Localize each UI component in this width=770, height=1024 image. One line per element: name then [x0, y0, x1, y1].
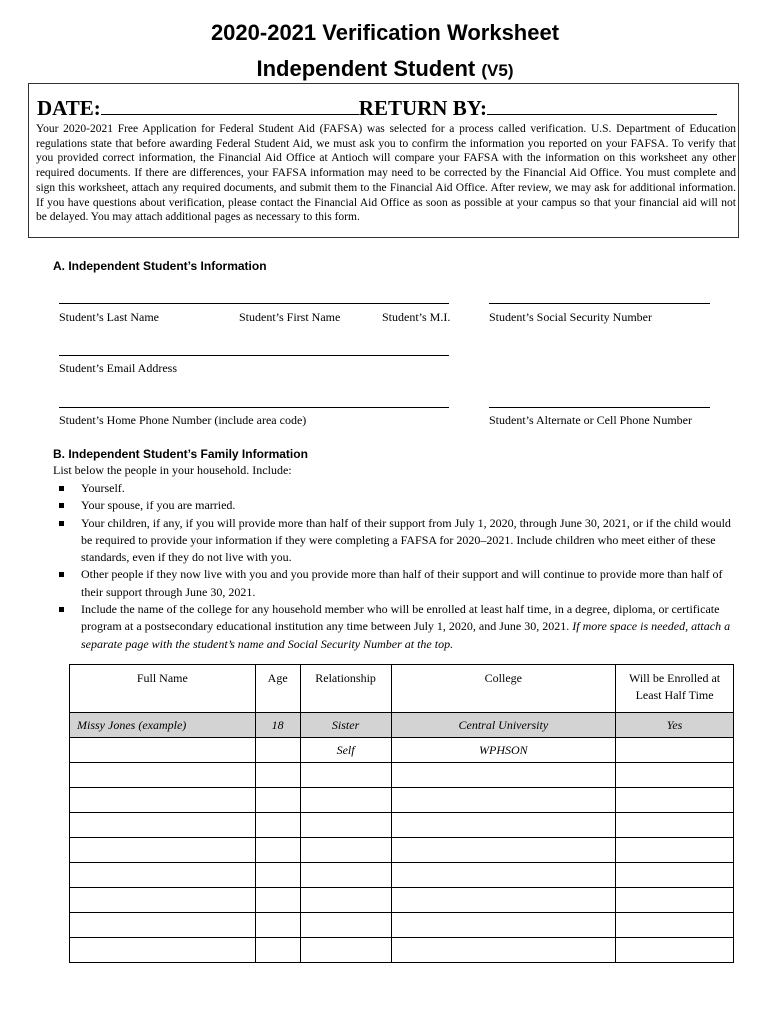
col-enrolled-line1: Will be Enrolled at — [628, 671, 721, 685]
cell-age[interactable] — [255, 763, 300, 788]
cell-college[interactable] — [391, 863, 616, 888]
table-row — [70, 763, 734, 788]
cell-enrolled[interactable] — [616, 838, 734, 863]
date-label: DATE: — [37, 96, 101, 120]
cell-age: 18 — [255, 713, 300, 738]
email-label: Student’s Email Address — [59, 361, 177, 375]
cell-name[interactable] — [70, 938, 256, 963]
return-by-field[interactable] — [487, 98, 717, 115]
list-item — [55, 515, 735, 567]
list-item — [55, 566, 735, 601]
cell-name[interactable] — [70, 763, 256, 788]
cell-relationship[interactable] — [300, 813, 391, 838]
cell-college[interactable]: WPHSON — [391, 738, 616, 763]
cell-enrolled[interactable] — [616, 913, 734, 938]
cell-age[interactable] — [255, 938, 300, 963]
cell-enrolled: Yes — [616, 713, 734, 738]
table-row — [70, 738, 734, 763]
bullet-text: Yourself. — [81, 481, 125, 495]
cell-age[interactable] — [255, 913, 300, 938]
cell-enrolled[interactable] — [616, 738, 734, 763]
cell-age[interactable] — [255, 838, 300, 863]
cell-relationship[interactable] — [300, 763, 391, 788]
alt-phone-field[interactable] — [489, 407, 710, 408]
bullet-text: Include the name of the college for any household member who will be enrolled at least half time, in a degree, diploma, or certificate program at a postsecondary educational institution any time between July 1, 2020, and June 30, 2021. — [81, 602, 720, 634]
list-item — [55, 601, 735, 653]
cell-college[interactable] — [391, 763, 616, 788]
table-row — [70, 888, 734, 913]
cell-enrolled[interactable] — [616, 863, 734, 888]
cell-college[interactable] — [391, 938, 616, 963]
section-b-heading: B. Independent Student’s Family Information — [53, 447, 308, 461]
table-row — [70, 838, 734, 863]
home-phone-field[interactable] — [59, 407, 449, 408]
bullet-text: Your children, if any, if you will provide more than half of their support from July 1, 2020, through June 30, 2021, or if the child would be required to provide your information if they were completing a FAFSA for 2020–2021. Include children who meet either of these standards, even if they do not live with you. — [81, 515, 731, 565]
cell-age[interactable] — [255, 813, 300, 838]
cell-name[interactable] — [70, 888, 256, 913]
cell-enrolled[interactable] — [616, 938, 734, 963]
bullet-icon — [59, 572, 64, 577]
cell-enrolled[interactable] — [616, 788, 734, 813]
mi-label: Student’s M.I. — [382, 310, 451, 324]
cell-name: Missy Jones (example) — [70, 713, 256, 738]
cell-college[interactable] — [391, 888, 616, 913]
bullet-text: Other people if they now live with you and you provide more than half of their support and will continue to provide more than half of their support through June 30, 2021. — [81, 567, 723, 599]
col-enrolled — [616, 665, 734, 713]
subtitle-text: Independent Student — [256, 56, 476, 81]
household-intro: List below the people in your household. Include: — [53, 463, 292, 477]
cell-age[interactable] — [255, 788, 300, 813]
cell-relationship[interactable] — [300, 788, 391, 813]
cell-enrolled[interactable] — [616, 813, 734, 838]
cell-relationship[interactable] — [300, 913, 391, 938]
list-item — [55, 497, 735, 514]
cell-relationship[interactable] — [300, 938, 391, 963]
cell-name[interactable] — [70, 863, 256, 888]
table-row — [70, 938, 734, 963]
cell-college[interactable] — [391, 913, 616, 938]
table-row — [70, 788, 734, 813]
cell-relationship[interactable]: Self — [300, 738, 391, 763]
table-header-row — [70, 665, 734, 713]
table-row — [70, 813, 734, 838]
notice-paragraph: Your 2020-2021 Free Application for Federal Student Aid (FAFSA) was selected for a process called verification. U.S. Department of Education regulations state that before awarding Federal Student Aid, we must ask you to confirm the information you reported on your FAFSA. To verify that you provided correct information, the Financial Aid Office at Antioch will compare your FAFSA with the information on this worksheet any other required documents. If there are differences, your FAFSA information may need to be corrected by the Financial Aid Office. You must complete and sign this worksheet, attach any required documents, and submit them to the Financial Aid Office. After review, we may ask for additional information. If you have questions about verification, please contact the Financial Aid Office as soon as possible at your campus so that your financial aid will not be delayed. You may attach additional pages as necessary to this form. — [36, 123, 736, 224]
home-phone-label: Student’s Home Phone Number (include area code) — [59, 413, 307, 427]
col-college: College — [391, 665, 616, 713]
form-title: 2020-2021 Verification Worksheet — [210, 20, 560, 45]
last-name-label: Student’s Last Name — [59, 310, 159, 324]
cell-enrolled[interactable] — [616, 763, 734, 788]
first-name-label: Student’s First Name — [239, 310, 341, 324]
col-age: Age — [255, 665, 300, 713]
cell-enrolled[interactable] — [616, 888, 734, 913]
bullet-icon — [59, 503, 64, 508]
date-return-line — [37, 96, 717, 121]
ssn-label: Student’s Social Security Number — [489, 310, 652, 324]
student-name-field[interactable] — [59, 303, 449, 304]
cell-name[interactable] — [70, 838, 256, 863]
col-full-name: Full Name — [70, 665, 256, 713]
verification-notice-box — [28, 83, 739, 238]
cell-name[interactable] — [70, 913, 256, 938]
bullet-italic-note: If more space is needed, attach a separate page with the student’s name and Social Security Number at the top. — [81, 619, 731, 651]
cell-age[interactable] — [255, 738, 300, 763]
list-item — [55, 480, 735, 497]
bullet-text: Your spouse, if you are married. — [81, 498, 236, 513]
date-field[interactable] — [101, 98, 359, 115]
form-version: (V5) — [481, 61, 514, 80]
cell-age[interactable] — [255, 888, 300, 913]
table-row — [70, 913, 734, 938]
cell-college[interactable] — [391, 838, 616, 863]
cell-college[interactable] — [391, 788, 616, 813]
student-ssn-field[interactable] — [489, 303, 710, 304]
col-enrolled-line2: Least Half Time — [635, 688, 714, 702]
col-relationship: Relationship — [300, 665, 391, 713]
household-table — [69, 664, 734, 963]
cell-relationship[interactable] — [300, 863, 391, 888]
cell-name[interactable] — [70, 738, 256, 763]
cell-college[interactable] — [391, 813, 616, 838]
cell-relationship[interactable] — [300, 888, 391, 913]
cell-name[interactable] — [70, 813, 256, 838]
table-row-example — [70, 713, 734, 738]
student-email-field[interactable] — [59, 355, 449, 356]
bullet-icon — [59, 486, 64, 491]
table-row — [70, 863, 734, 888]
alt-phone-label: Student’s Alternate or Cell Phone Number — [489, 413, 692, 427]
cell-college: Central University — [391, 713, 616, 738]
cell-relationship: Sister — [300, 713, 391, 738]
bullet-icon — [59, 607, 64, 612]
return-by-label: RETURN BY: — [358, 96, 487, 120]
section-a-heading: A. Independent Student’s Information — [53, 259, 267, 273]
household-include-list — [55, 480, 735, 653]
form-subtitle — [0, 56, 770, 82]
cell-age[interactable] — [255, 863, 300, 888]
cell-name[interactable] — [70, 788, 256, 813]
cell-relationship[interactable] — [300, 838, 391, 863]
bullet-icon — [59, 521, 64, 526]
